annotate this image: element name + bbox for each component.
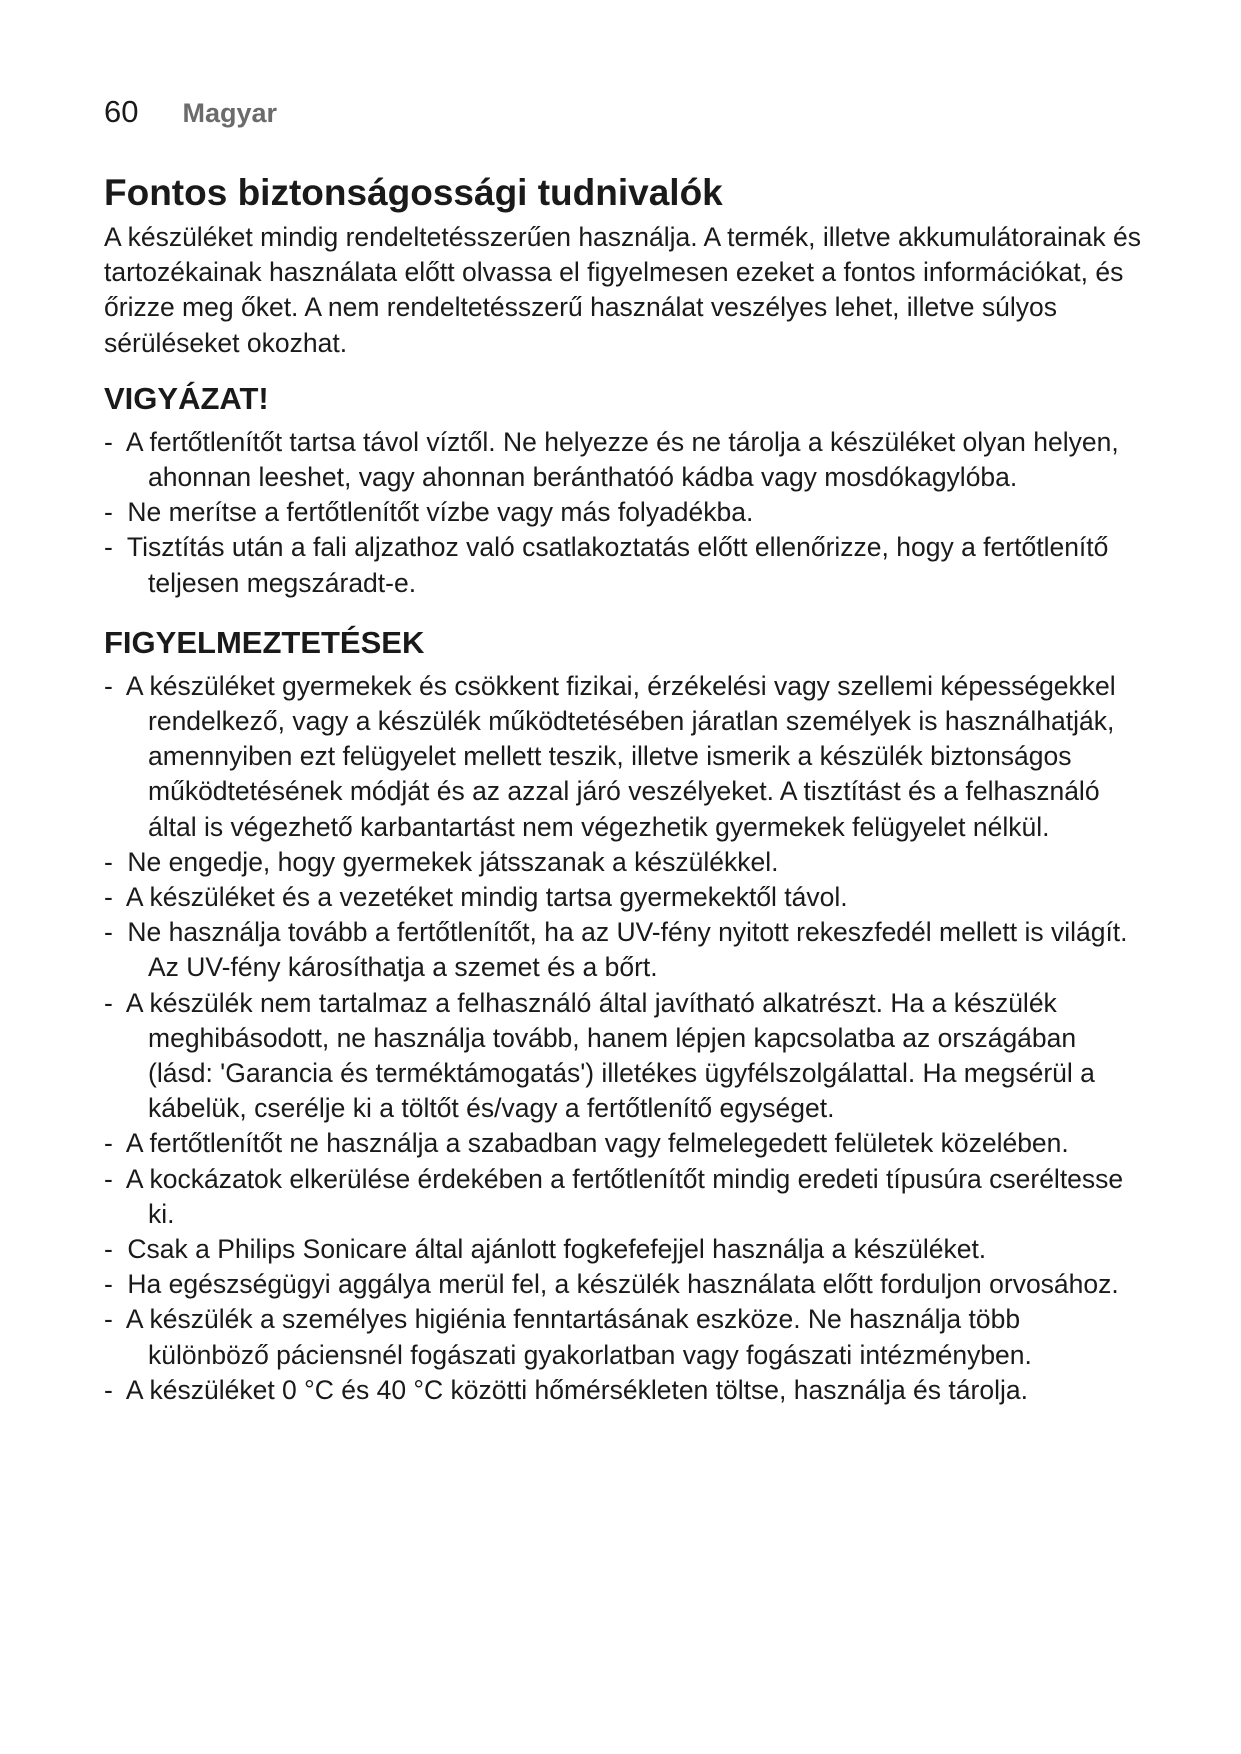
warnings-heading: FIGYELMEZTETÉSEK	[104, 624, 425, 660]
caution-list	[104, 425, 1144, 601]
list-item-text: A kockázatok elkerülése érdekében a fertőtlenítőt mindig eredeti típusúra cseréltesse ki.	[125, 1163, 1124, 1229]
list-item-text: A készüléket gyermekek és csökkent fizikai, érzékelési vagy szellemi képességekkel rendelkező, vagy a készülék működtetésében járatlan személyek is használhatják, amennyiben ezt felügyelet mellett teszik, illetve ismerik a készülék biztonságos működtetésének módját és az azzal járó veszélyeket. A tisztítást és a felhasználó által is végezhető karbantartást nem végezhetik gyermekek felügyelet nélkül.	[125, 670, 1116, 842]
list-item-text: Csak a Philips Sonicare által ajánlott fogkefefejjel használja a készüléket.	[127, 1234, 987, 1265]
list-item: - Csak a Philips Sonicare által ajánlott fogkefefejjel használja a készüléket.	[104, 1234, 987, 1265]
caution-heading: VIGYÁZAT!	[104, 380, 269, 416]
list-item-text: A készülék nem tartalmaz a felhasználó által javítható alkatrészt. Ha a készülék meghibásodott, ne használja tovább, hanem lépjen kapcsolatba az országában (lásd: 'Garancia és terméktámogatás') illetékes ügyfélszolgálattal. Ha megsérül a kábelük, cserélje ki a töltőt és/vagy a fertőtlenítő egységet.	[125, 987, 1095, 1124]
list-item-text: Tisztítás után a fali aljzathoz való csatlakoztatás előtt ellenőrizze, hogy a fertőtlenítő teljesen megszáradt-e.	[126, 532, 1109, 598]
list-item-text: A készülék a személyes higiénia fenntartásának eszköze. Ne használja több különböző páciensnél fogászati gyakorlatban vagy fogászati intézményben.	[125, 1304, 1032, 1370]
list-item: - A készüléket 0 °C és 40 °C közötti hőmérsékleten töltse, használja és tárolja.	[104, 1374, 1028, 1405]
list-item: - Ne merítse a fertőtlenítőt vízbe vagy más folyadékba.	[104, 497, 754, 528]
warnings-list	[104, 669, 1144, 1408]
list-item: - Ne használja tovább a fertőtlenítőt, ha az UV-fény nyitott rekeszfedél mellett is világít. Az UV-fény károsíthatja a szemet és a bőrt.	[104, 917, 1128, 983]
list-item: - A készüléket gyermekek és csökkent fizikai, érzékelési vagy szellemi képességekkel rendelkező, vagy a készülék működtetésében járatlan személyek is használhatják, amennyiben ezt felügyelet mellett teszik, illetve ismerik a készülék biztonságos működtetésének módját és az azzal járó veszélyeket. A tisztítást és a felhasználó által is végezhető karbantartást nem végezhetik gyermekek felügyelet nélkül.	[104, 670, 1116, 842]
page-language: Magyar	[182, 98, 278, 128]
list-item-text: Ha egészségügyi aggálya merül fel, a készülék használata előtt forduljon orvosához.	[127, 1269, 1119, 1300]
list-item-text: Ne merítse a fertőtlenítőt vízbe vagy más folyadékba.	[127, 497, 754, 528]
list-item-text: A fertőtlenítőt tartsa távol víztől. Ne helyezze és ne tárolja a készüléket olyan helyen, ahonnan leeshet, vagy ahonnan beránthatóó kádba vagy mosdókagylóba.	[125, 426, 1119, 493]
list-item: - A készülék nem tartalmaz a felhasználó által javítható alkatrészt. Ha a készülék meghibásodott, ne használja tovább, hanem lépjen kapcsolatba az országában (lásd: 'Garancia és terméktámogatás') illetékes ügyfélszolgálattal. Ha megsérül a kábelük, cserélje ki a töltőt és/vagy a fertőtlenítő egységet.	[104, 987, 1095, 1124]
list-item: - Ha egészségügyi aggálya merül fel, a készülék használata előtt forduljon orvosához.	[104, 1269, 1119, 1300]
page-title: Fontos biztonságossági tudnivalók	[104, 172, 723, 213]
list-item: - Tisztítás után a fali aljzathoz való csatlakoztatás előtt ellenőrizze, hogy a fertőtlenítő teljesen megszáradt-e.	[104, 532, 1109, 598]
page-header	[104, 94, 277, 134]
list-item: - A készüléket és a vezetéket mindig tartsa gyermekektől távol.	[104, 882, 848, 913]
list-item: - A fertőtlenítőt tartsa távol víztől. Ne helyezze és ne tárolja a készüléket olyan helyen, ahonnan leeshet, vagy ahonnan beránthatóó kádba vagy mosdókagylóba.	[104, 426, 1119, 493]
list-item-text: A készüléket 0 °C és 40 °C közötti hőmérsékleten töltse, használja és tárolja.	[125, 1374, 1028, 1405]
list-item-text: Ne engedje, hogy gyermekek játsszanak a készülékkel.	[127, 846, 779, 877]
intro-paragraph: A készüléket mindig rendeltetésszerűen használja. A termék, illetve akkumulátorainak és tartozékainak használata előtt olvassa el figyelmesen ezeket a fontos információkat, és őrizze meg őket. A nem rendeltetésszerű használat veszélyes lehet, illetve súlyos sérüléseket okozhat.	[104, 222, 1141, 358]
list-item: - A készülék a személyes higiénia fenntartásának eszköze. Ne használja több különböző páciensnél fogászati gyakorlatban vagy fogászati intézményben.	[104, 1304, 1032, 1370]
page-content	[104, 168, 1144, 1408]
page-number: 60	[104, 94, 139, 129]
list-item-text: A fertőtlenítőt ne használja a szabadban vagy felmelegedett felületek közelében.	[125, 1128, 1069, 1159]
list-item: - A kockázatok elkerülése érdekében a fertőtlenítőt mindig eredeti típusúra cseréltesse ki.	[104, 1163, 1124, 1229]
list-item-text: A készüléket és a vezetéket mindig tartsa gyermekektől távol.	[125, 882, 848, 913]
list-item: - A fertőtlenítőt ne használja a szabadban vagy felmelegedett felületek közelében.	[104, 1128, 1069, 1159]
list-item-text: Ne használja tovább a fertőtlenítőt, ha az UV-fény nyitott rekeszfedél mellett is világít. Az UV-fény károsíthatja a szemet és a bőrt.	[127, 917, 1128, 983]
list-item: - Ne engedje, hogy gyermekek játsszanak a készülékkel.	[104, 846, 779, 877]
